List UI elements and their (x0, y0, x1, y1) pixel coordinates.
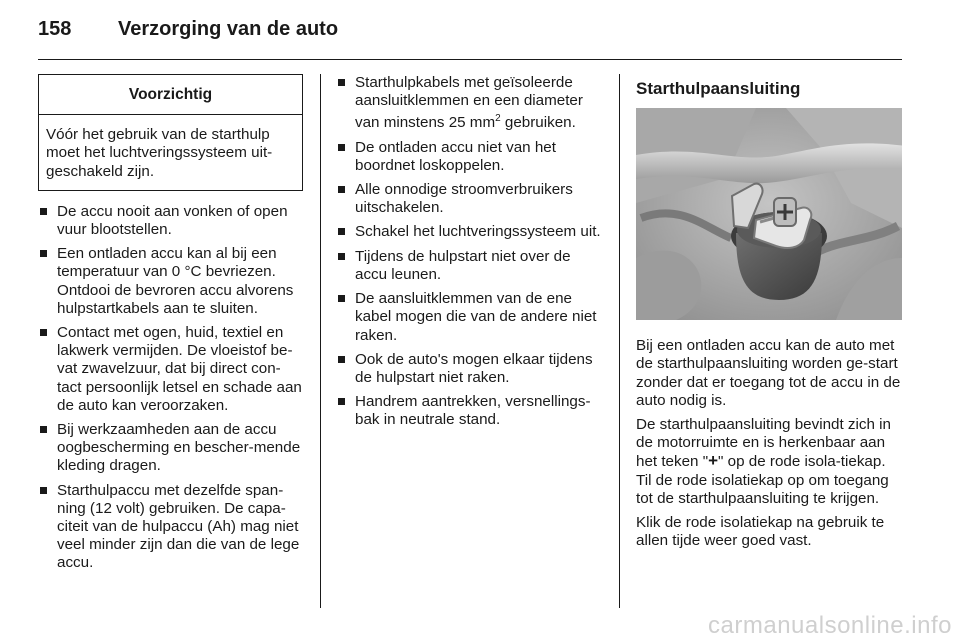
list-item: Alle onnodige stroomverbruikers uitschakelen. (336, 181, 606, 217)
column-3 (636, 74, 904, 556)
page-header (38, 14, 908, 54)
section-title: Starthulpaansluiting (636, 79, 801, 98)
list-item: De aansluitklemmen van de ene kabel mogen die van de andere niet raken. (336, 290, 606, 345)
bullet-square-icon (338, 295, 345, 302)
bullet-list-2 (336, 74, 606, 430)
paragraph: Klik de rode isolatiekap na gebruik te allen tijde weer goed vast. (636, 514, 885, 550)
list-item: Starthulpkabels met geïsoleerde aansluitklemmen en een diameter van minstens 25 $mm^2$ gebruiken. (336, 74, 606, 133)
page-title: Verzorging van de auto (118, 18, 339, 40)
bullet-square-icon (40, 329, 47, 336)
caution-text: Vóór het gebruik van de starthulp moet het luchtveringssysteem uit-geschakeld zijn. (46, 126, 273, 180)
list-item: Bij werkzaamheden aan de accu oogbescherming en bescher-mende kleding dragen. (38, 421, 303, 476)
column-2 (336, 74, 606, 436)
watermark: carmanualsonline.info (708, 612, 952, 639)
paragraph: De starthulpaansluiting bevindt zich in de motorruimte en is herkenbaar aan het teken "+" op de rode isola-tiekap. Til de rode isolatiekap op om toegang tot de starthulpaansluiting te krijgen. (636, 416, 891, 507)
column-divider-2 (619, 74, 620, 608)
list-item: Starthulpaccu met dezelfde span-ning (12 volt) gebruiken. De capa-citeit van de hulpaccu (Ah) mag niet veel minder zijn dan die van de lege accu. (38, 482, 303, 573)
list-item: De accu nooit aan vonken of open vuur blootstellen. (38, 203, 303, 239)
list-item: De ontladen accu niet van het boordnet loskoppelen. (336, 139, 606, 175)
caution-title: Voorzichtig (39, 75, 302, 115)
bullet-square-icon (338, 228, 345, 235)
plus-icon: + (708, 451, 719, 471)
list-item: Schakel het luchtveringssysteem uit. (336, 223, 606, 241)
header-rule (38, 59, 902, 60)
column-1 (38, 74, 303, 579)
list-item: Ook de auto's mogen elkaar tijdens de hulpstart niet raken. (336, 351, 606, 387)
superscript: 2 (495, 113, 501, 125)
list-item: Contact met ogen, huid, textiel en lakwerk vermijden. De vloeistof be-vat zwavelzuur, dat bij direct con-tact persoonlijk letsel en schade aan de auto kan veroorzaken. (38, 324, 303, 415)
caution-box (38, 74, 303, 191)
bullet-list-1 (38, 203, 303, 573)
bullet-square-icon (338, 356, 345, 363)
list-item: Een ontladen accu kan al bij een temperatuur van 0 °C bevriezen. Ontdooi de bevroren accu alvorens hulpstartkabels aan te sluiten. (38, 245, 303, 318)
paragraph: Bij een ontladen accu kan de auto met de starthulpaansluiting worden ge-start zonder dat er toegang tot de accu in de auto nodig is. (636, 337, 901, 409)
bullet-square-icon (40, 208, 47, 215)
bullet-square-icon (338, 398, 345, 405)
bullet-square-icon (338, 79, 345, 86)
bullet-square-icon (338, 144, 345, 151)
bullet-square-icon (40, 487, 47, 494)
list-item: Tijdens de hulpstart niet over de accu leunen. (336, 248, 606, 284)
page-number: 158 (38, 18, 72, 40)
column-divider-1 (320, 74, 321, 608)
jump-start-terminal-photo (636, 108, 902, 320)
bullet-square-icon (338, 253, 345, 260)
bullet-square-icon (40, 250, 47, 257)
list-item: Handrem aantrekken, versnellings-bak in neutrale stand. (336, 393, 606, 429)
bullet-square-icon (338, 186, 345, 193)
bullet-square-icon (40, 426, 47, 433)
